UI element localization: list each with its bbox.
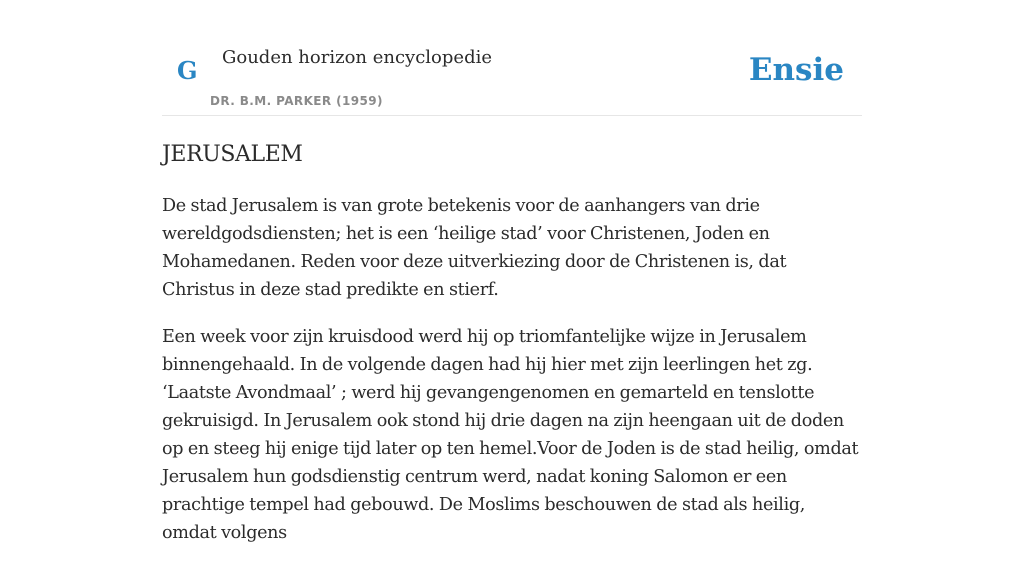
book-logo[interactable]: G (177, 56, 198, 85)
article-title: JERUSALEM (162, 142, 303, 167)
book-author: DR. B.M. PARKER (1959) (210, 94, 383, 108)
article-paragraph: De stad Jerusalem is van grote betekenis voor de aanhangers van drie wereldgodsdiensten; het is een ‘heilige stad’ voor Christenen, Joden en Mohamedanen. Reden voor deze uitverkiezing door de Christenen is, dat Christus in deze stad predikte en stierf. (162, 196, 787, 300)
article-paragraph: Een week voor zijn kruisdood werd hij op triomfantelijke wijze in Jerusalem binnengehaald. In de volgende dagen had hij hier met zijn leerlingen het zg. ‘Laatste Avondmaal’ ; werd hij gevangengenomen en gemarteld en tenslotte gekruisigd. In Jerusalem ook stond hij drie dagen na zijn heengaan uit de doden op en steeg hij enige tijd later op ten hemel.Voor de Joden is de stad heilig, omdat Jerusalem hun godsdienstig centrum werd, nadat koning Salomon er een prachtige tempel had gebouwd. De Moslims beschouwen de stad als heilig, omdat volgens (162, 327, 859, 543)
header (162, 40, 862, 116)
book-title-link[interactable]: Gouden horizon encyclopedie (222, 47, 492, 68)
brand-logo-link[interactable]: Ensie (748, 52, 844, 88)
article-body (162, 192, 862, 566)
